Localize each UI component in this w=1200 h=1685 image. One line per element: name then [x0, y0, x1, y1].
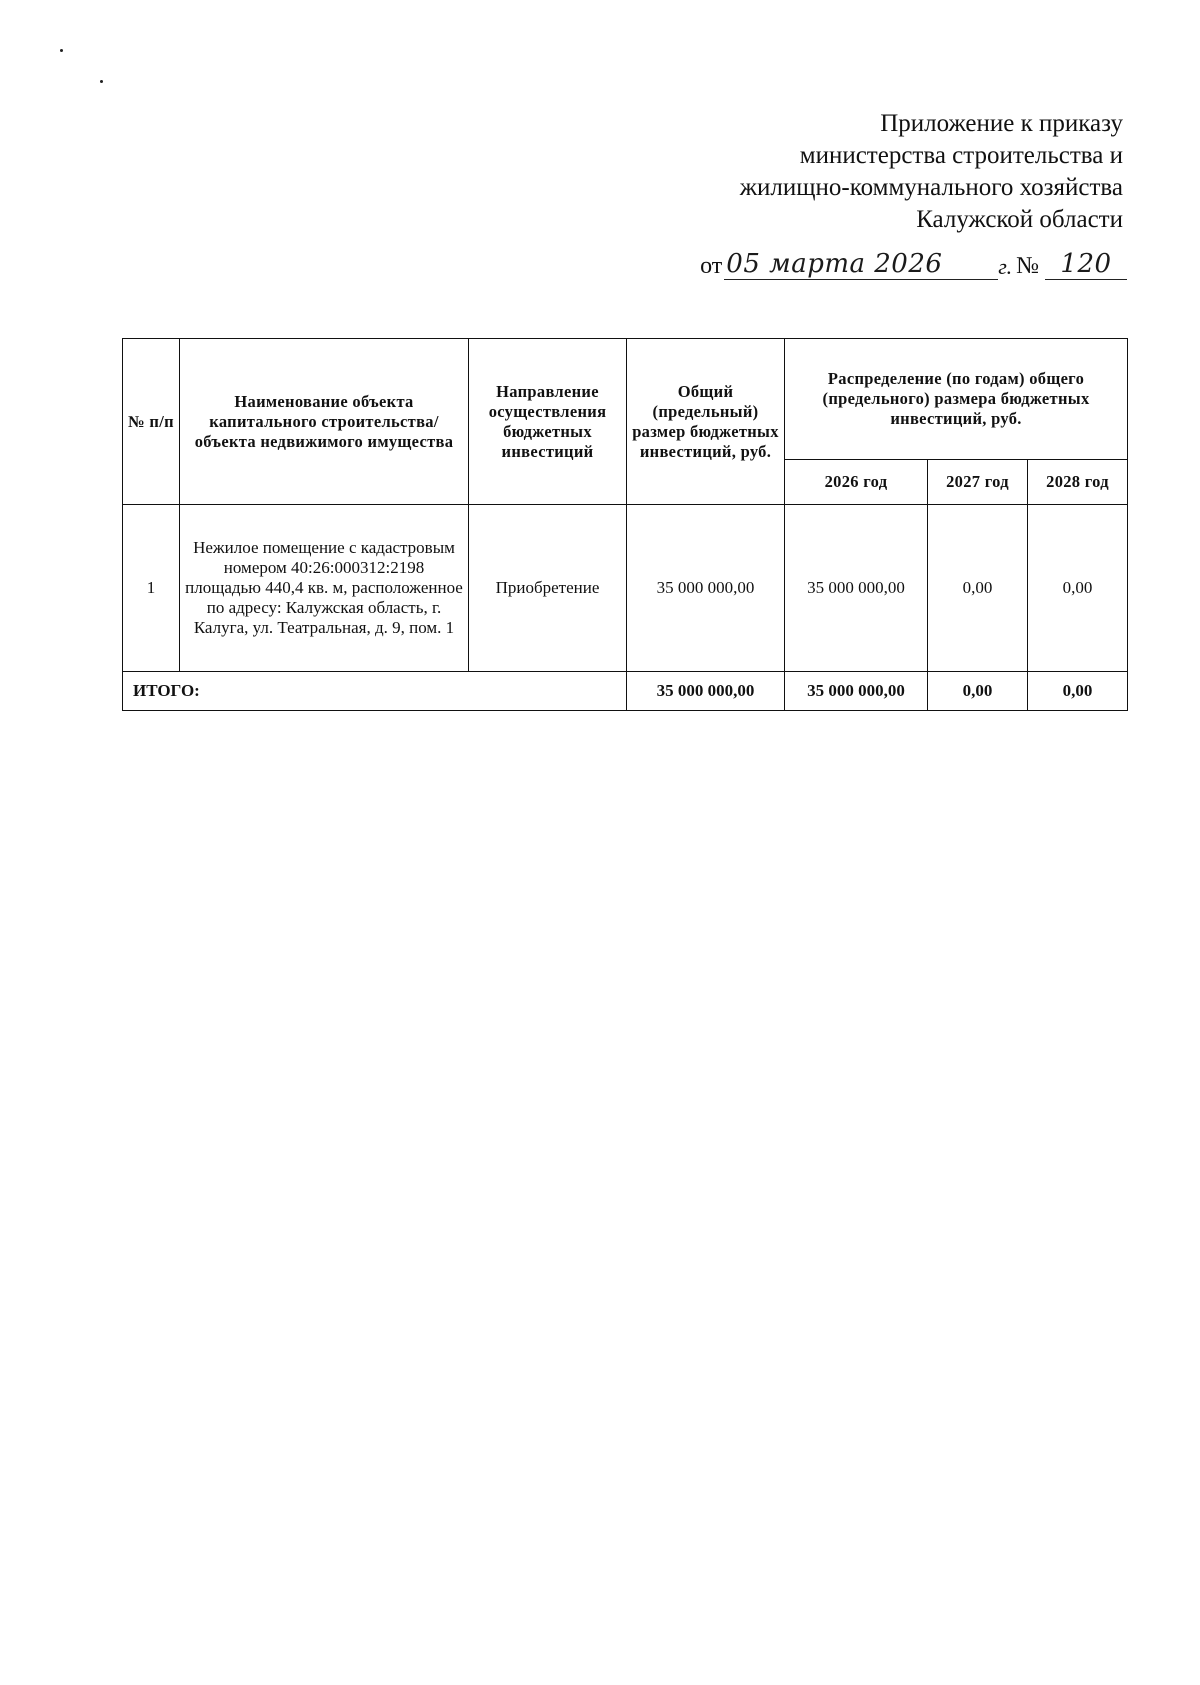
scan-speck — [100, 80, 103, 83]
col-header-year-2027: 2027 год — [928, 460, 1028, 505]
cell-2027: 0,00 — [928, 505, 1028, 672]
total-label: ИТОГО: — [123, 672, 627, 711]
table-total-row — [123, 672, 1128, 711]
handwritten-date: 05 марта 2026 — [724, 249, 998, 280]
col-header-year-2028: 2028 год — [1028, 460, 1128, 505]
handwritten-number: 120 — [1045, 249, 1127, 280]
col-header-distribution: Распределение (по годам) общего (предельного) размера бюджетных инвестиций, руб. — [785, 339, 1128, 460]
cell-object-name: Нежилое помещение с кадастровым номером 40:26:000312:2198 площадью 440,4 кв. м, расположенное по адресу: Калужская область, г. Калуга, ул. Театральная, д. 9, пом. 1 — [180, 505, 469, 672]
cell-total: 35 000 000,00 — [627, 505, 785, 672]
cell-2026: 35 000 000,00 — [785, 505, 928, 672]
order-prefix: от — [700, 253, 723, 279]
number-label: № — [1016, 253, 1039, 279]
appendix-header — [740, 108, 1123, 236]
col-header-num: № п/п — [123, 339, 180, 505]
col-header-direction: Направление осуществления бюджетных инвестиций — [469, 339, 627, 505]
total-sum: 35 000 000,00 — [627, 672, 785, 711]
header-line: Калужской области — [916, 206, 1123, 233]
table-header-row — [123, 339, 1128, 460]
total-2027: 0,00 — [928, 672, 1028, 711]
header-line: Приложение к приказу — [880, 110, 1123, 137]
col-header-year-2026: 2026 год — [785, 460, 928, 505]
col-header-name: Наименование объекта капитального строительства/объекта недвижимого имущества — [180, 339, 469, 505]
cell-2028: 0,00 — [1028, 505, 1128, 672]
header-line: министерства строительства и — [799, 142, 1123, 169]
scan-speck — [60, 49, 63, 52]
total-2028: 0,00 — [1028, 672, 1128, 711]
order-date-number — [700, 240, 1127, 280]
total-2026: 35 000 000,00 — [785, 672, 928, 711]
header-line: жилищно-коммунального хозяйства — [739, 174, 1123, 201]
table-row — [123, 505, 1128, 672]
cell-num: 1 — [123, 505, 180, 672]
investment-table — [122, 338, 1128, 711]
cell-direction: Приобретение — [469, 505, 627, 672]
col-header-total: Общий (предельный) размер бюджетных инвестиций, руб. — [627, 339, 785, 505]
year-suffix: г. — [998, 254, 1013, 279]
